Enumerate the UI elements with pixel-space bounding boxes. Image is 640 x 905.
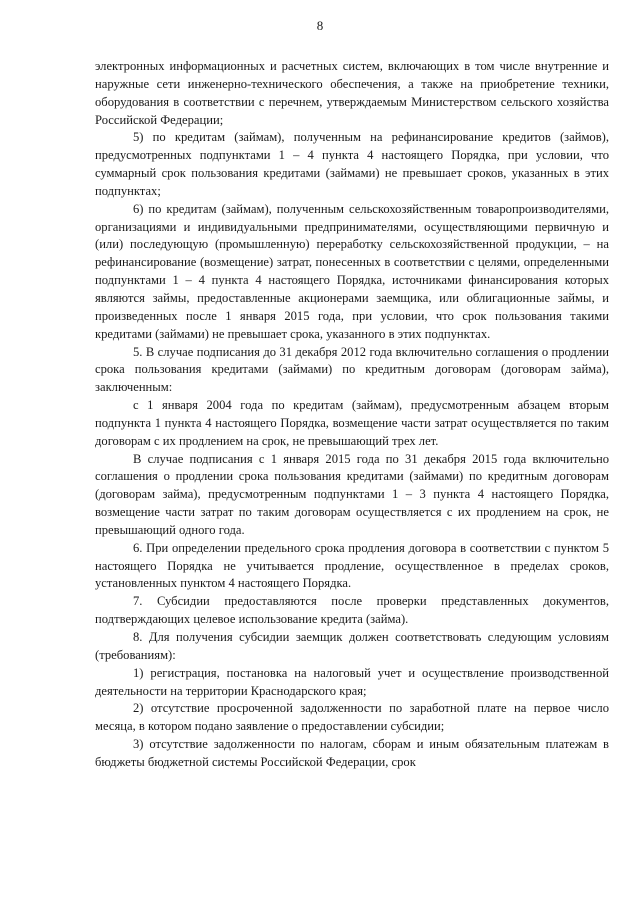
paragraph-condition-3: 3) отсутствие задолженности по налогам, сборам и иным обязательным платежам в бюджеты бюджетной системы Российской Федерации, срок xyxy=(95,737,609,769)
paragraph-item-6: 6. При определении предельного срока продления договора в соответствии с пунктом 5 настоящего Порядка не учитывается продление, осуществленное в пределах сроков, установленных пунктом 4 настоящего Порядка. xyxy=(95,540,609,591)
paragraph-item-5-2015: В случае подписания с 1 января 2015 года по 31 декабря 2015 года включительно соглашения о продлении срока пользования кредитами (займами) по кредитным договорам (договорам займа), предусмотренным подпунктами 1 – 3 пункта 4 настоящего Порядка, возмещение части затрат по таким договорам осуществляется с их продлением на срок, не превышающий одного года. xyxy=(95,451,609,537)
paragraph-item-7: 7. Субсидии предоставляются после проверки представленных документов, подтверждающих целевое использование кредита (займа). xyxy=(95,594,609,627)
paragraph-condition-1: 1) регистрация, постановка на налоговый учет и осуществление производственной деятельности на территории Краснодарского края; xyxy=(95,665,609,698)
page-number: 8 xyxy=(316,18,324,33)
paragraph-subitem-6: 6) по кредитам (займам), полученным сельскохозяйственным товаропроизводителями, организациями и индивидуальными предпринимателями, осуществляющими первичную и (или) последующую (промышленную) переработку сельскохозяйственной продукции, – на рефинансирование (возмещение) затрат, понесенных в соответствии с целями, определенными подпунктами 1 – 4 пункта 4 настоящего Порядка, источниками финансирования которых являются займы, предоставленные акционерами заемщика, или облигационные займы, и произведенных после 1 января 2015 года, при условии, что срок пользования такими кредитами (займами) не превышает срока, указанного в этих подпунктах. xyxy=(95,201,609,341)
paragraph-item-5: 5. В случае подписания до 31 декабря 2012 года включительно соглашения о продлении срока пользования кредитами (займами) по кредитным договорам (договорам займа), заключенным: xyxy=(95,344,609,395)
paragraph-condition-2: 2) отсутствие просроченной задолженности по заработной плате на первое число месяца, в котором подано заявление о предоставлении субсидии; xyxy=(95,701,609,734)
paragraph-subitem-5: 5) по кредитам (займам), полученным на рефинансирование кредитов (займов), предусмотренных подпунктами 1 – 4 пункта 4 настоящего Порядка, при условии, что суммарный срок пользования кредитами (займами) не превышает сроков, указанных в этих подпунктах; xyxy=(95,130,609,198)
paragraph-item-8: 8. Для получения субсидии заемщик должен соответствовать следующим условиям (требованиям): xyxy=(95,630,609,662)
paragraph-item-5-clause: с 1 января 2004 года по кредитам (займам), предусмотренным абзацем вторым подпункта 1 пункта 4 настоящего Порядка, возмещение части затрат осуществляется по таким договорам с их продлением на срок, не превышающий трех лет. xyxy=(95,398,609,448)
document-body xyxy=(95,58,609,772)
paragraph-continuation: электронных информационных и расчетных систем, включающих в том числе внутренние и наружные сети инженерно-технического обеспечения, а также на приобретение техники, оборудования в соответствии с перечнем, утверждаемым Министерством сельского хозяйства Российской Федерации; xyxy=(95,59,609,127)
